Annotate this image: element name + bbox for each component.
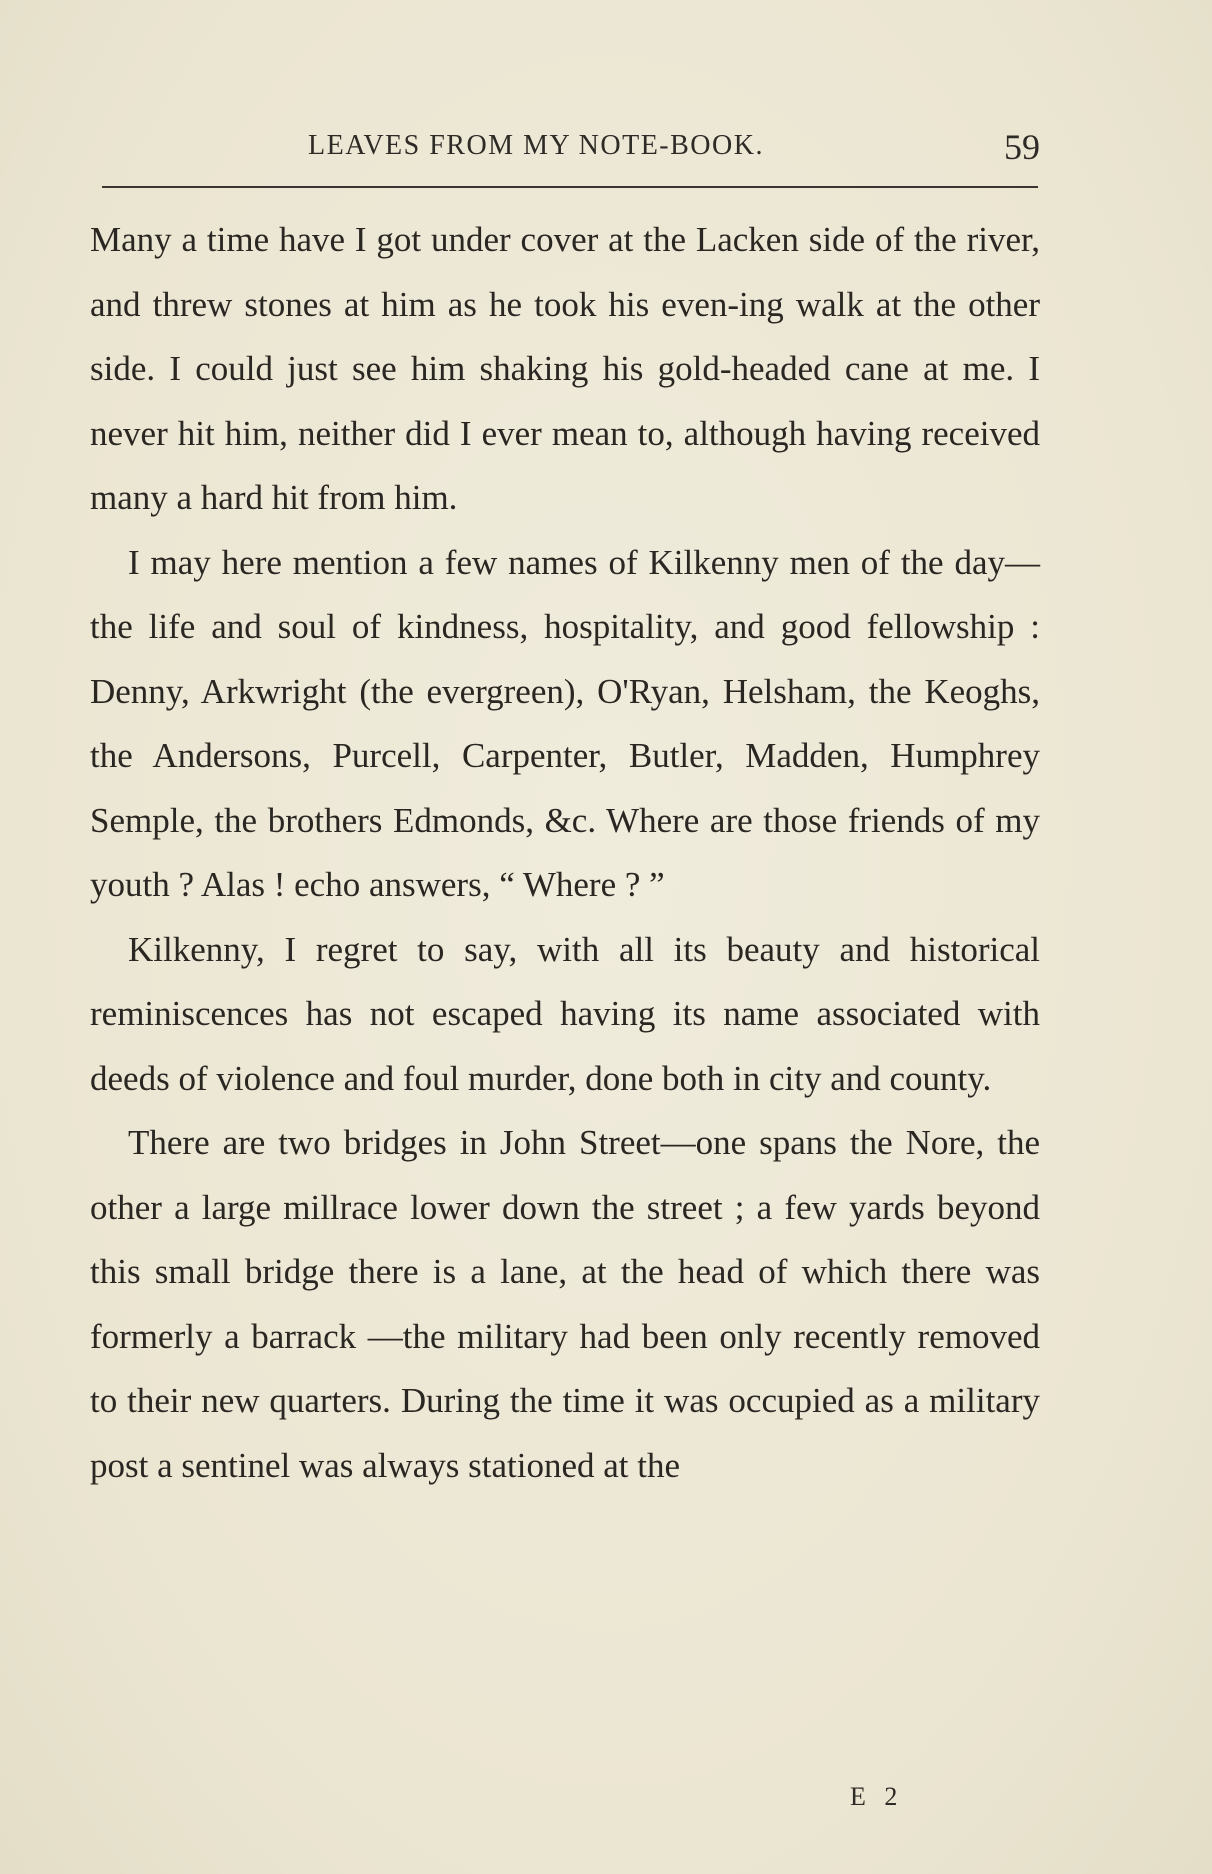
paragraph-2: I may here mention a few names of Kilkenny men of the day—the life and soul of kindness, hospitality, and good fellowship : Denny, Arkwright (the evergreen), O'Ryan, Helsham, the Keoghs, the Andersons, Purcell, Carpenter, Butler, Madden, Humphrey Semple, the brothers Edmonds, &c. Where are those friends of my youth ? Alas ! echo answers, “ Where ? ” (90, 542, 1040, 904)
header-rule (102, 186, 1038, 188)
running-title: LEAVES FROM MY NOTE-BOOK. (308, 130, 764, 161)
paragraph-3: Kilkenny, I regret to say, with all its beauty and historical reminiscences has not escaped having its name associated with deeds of violence and foul murder, done both in city and county. (90, 929, 1040, 1098)
body-text (90, 208, 1040, 1498)
paragraph-4: There are two bridges in John Street—one spans the Nore, the other a large millrace lower down the street ; a few yards beyond this small bridge there is a lane, at the head of which there was formerly a barrack —the military had been only recently removed to their new quarters. During the time it was occupied as a military post a sentinel was always stationed at the (90, 1123, 1040, 1485)
running-head (100, 126, 1040, 166)
page-number: 59 (1004, 127, 1040, 167)
signature-mark: E 2 (850, 1782, 904, 1811)
paragraph-1: Many a time have I got under cover at the Lacken side of the river, and threw stones at him as he took his even-ing walk at the other side. I could just see him shaking his gold-headed cane at me. I never hit him, neither did I ever mean to, although having received many a hard hit from him. (90, 220, 1040, 517)
